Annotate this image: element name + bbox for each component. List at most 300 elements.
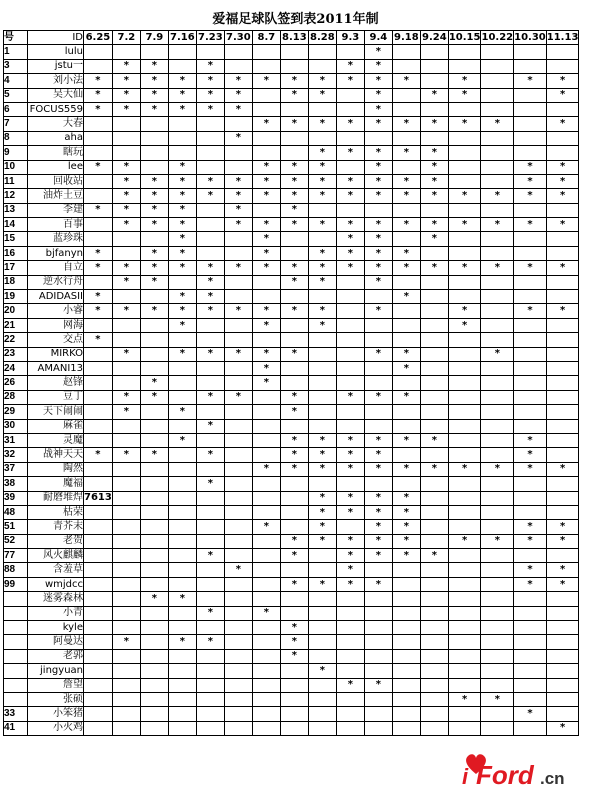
attendance-empty bbox=[196, 563, 224, 577]
attendance-mark: * bbox=[364, 45, 392, 59]
header-row bbox=[4, 31, 579, 45]
attendance-mark: * bbox=[168, 88, 196, 102]
attendance-mark: * bbox=[336, 549, 364, 563]
date-header: 7.9 bbox=[140, 31, 168, 45]
attendance-empty bbox=[168, 621, 196, 635]
attendance-empty bbox=[196, 160, 224, 174]
member-number bbox=[4, 678, 28, 692]
table-row bbox=[4, 131, 579, 145]
table-row bbox=[4, 304, 579, 318]
attendance-empty bbox=[481, 678, 514, 692]
attendance-empty bbox=[514, 347, 547, 361]
member-name: 网海 bbox=[28, 318, 84, 332]
table-row bbox=[4, 707, 579, 721]
attendance-mark: * bbox=[308, 174, 336, 188]
table-row bbox=[4, 361, 579, 375]
member-name: 刘小法 bbox=[28, 74, 84, 88]
attendance-empty bbox=[481, 246, 514, 260]
attendance-empty bbox=[84, 146, 113, 160]
attendance-empty bbox=[140, 563, 168, 577]
member-name: 张硕 bbox=[28, 692, 84, 706]
member-name: 油炸土豆 bbox=[28, 189, 84, 203]
attendance-empty bbox=[364, 361, 392, 375]
attendance-empty bbox=[514, 246, 547, 260]
attendance-mark: * bbox=[308, 577, 336, 591]
attendance-empty bbox=[392, 203, 420, 217]
attendance-empty bbox=[448, 649, 481, 663]
attendance-empty bbox=[336, 707, 364, 721]
attendance-empty bbox=[392, 721, 420, 735]
attendance-empty bbox=[224, 333, 252, 347]
attendance-empty bbox=[514, 290, 547, 304]
attendance-empty bbox=[546, 333, 579, 347]
attendance-empty bbox=[392, 707, 420, 721]
attendance-mark: * bbox=[364, 304, 392, 318]
attendance-empty bbox=[196, 462, 224, 476]
attendance-empty bbox=[252, 477, 280, 491]
attendance-empty bbox=[481, 146, 514, 160]
attendance-mark: * bbox=[364, 146, 392, 160]
attendance-empty bbox=[364, 376, 392, 390]
member-name: 耐磨堆焊 bbox=[28, 491, 84, 505]
attendance-empty bbox=[84, 635, 113, 649]
attendance-empty bbox=[481, 707, 514, 721]
attendance-mark: * bbox=[252, 520, 280, 534]
attendance-mark: * bbox=[364, 275, 392, 289]
attendance-mark: * bbox=[420, 549, 448, 563]
attendance-empty bbox=[336, 131, 364, 145]
attendance-empty bbox=[546, 549, 579, 563]
attendance-empty bbox=[168, 520, 196, 534]
attendance-empty bbox=[514, 376, 547, 390]
attendance-empty bbox=[252, 290, 280, 304]
attendance-mark: * bbox=[252, 189, 280, 203]
member-number: 1 bbox=[4, 45, 28, 59]
attendance-mark: * bbox=[280, 275, 308, 289]
attendance-empty bbox=[448, 203, 481, 217]
attendance-empty bbox=[514, 664, 547, 678]
attendance-empty bbox=[336, 45, 364, 59]
attendance-empty bbox=[84, 376, 113, 390]
attendance-empty bbox=[336, 635, 364, 649]
attendance-empty bbox=[84, 232, 113, 246]
attendance-empty bbox=[364, 649, 392, 663]
attendance-empty bbox=[168, 549, 196, 563]
attendance-empty bbox=[112, 563, 140, 577]
attendance-empty bbox=[252, 692, 280, 706]
attendance-empty bbox=[140, 433, 168, 447]
attendance-mark: * bbox=[112, 189, 140, 203]
attendance-empty bbox=[224, 419, 252, 433]
attendance-mark: * bbox=[336, 433, 364, 447]
attendance-empty bbox=[84, 347, 113, 361]
attendance-empty bbox=[448, 606, 481, 620]
attendance-empty bbox=[448, 160, 481, 174]
attendance-empty bbox=[140, 232, 168, 246]
attendance-mark: * bbox=[280, 304, 308, 318]
attendance-empty bbox=[481, 232, 514, 246]
table-row bbox=[4, 563, 579, 577]
attendance-empty bbox=[280, 721, 308, 735]
attendance-mark: * bbox=[514, 74, 547, 88]
attendance-empty bbox=[196, 692, 224, 706]
attendance-empty bbox=[224, 160, 252, 174]
attendance-empty bbox=[196, 232, 224, 246]
member-name: FOCUS559 bbox=[28, 102, 84, 116]
attendance-empty bbox=[280, 361, 308, 375]
attendance-empty bbox=[196, 117, 224, 131]
attendance-empty bbox=[448, 721, 481, 735]
attendance-empty bbox=[481, 664, 514, 678]
attendance-mark: * bbox=[280, 88, 308, 102]
attendance-empty bbox=[481, 491, 514, 505]
attendance-mark: * bbox=[514, 577, 547, 591]
attendance-empty bbox=[140, 462, 168, 476]
attendance-empty bbox=[481, 160, 514, 174]
attendance-mark: * bbox=[392, 534, 420, 548]
attendance-empty bbox=[481, 203, 514, 217]
attendance-empty bbox=[448, 549, 481, 563]
attendance-empty bbox=[224, 318, 252, 332]
attendance-empty bbox=[140, 678, 168, 692]
attendance-mark: * bbox=[196, 606, 224, 620]
attendance-empty bbox=[448, 678, 481, 692]
attendance-empty bbox=[252, 203, 280, 217]
attendance-empty bbox=[84, 390, 113, 404]
attendance-empty bbox=[196, 433, 224, 447]
attendance-mark: * bbox=[420, 146, 448, 160]
attendance-empty bbox=[420, 203, 448, 217]
attendance-empty bbox=[308, 131, 336, 145]
attendance-empty bbox=[84, 721, 113, 735]
attendance-mark: * bbox=[392, 462, 420, 476]
attendance-empty bbox=[514, 549, 547, 563]
member-name: aha bbox=[28, 131, 84, 145]
attendance-mark: * bbox=[308, 534, 336, 548]
attendance-mark: * bbox=[280, 117, 308, 131]
attendance-empty bbox=[514, 361, 547, 375]
attendance-mark: * bbox=[224, 189, 252, 203]
attendance-mark: * bbox=[112, 304, 140, 318]
attendance-empty bbox=[140, 361, 168, 375]
attendance-empty bbox=[546, 246, 579, 260]
member-name: 回收站 bbox=[28, 174, 84, 188]
attendance-empty bbox=[112, 549, 140, 563]
attendance-mark: * bbox=[514, 520, 547, 534]
attendance-mark: * bbox=[546, 577, 579, 591]
attendance-empty bbox=[392, 649, 420, 663]
attendance-empty bbox=[224, 45, 252, 59]
attendance-mark: * bbox=[364, 462, 392, 476]
attendance-empty bbox=[84, 692, 113, 706]
attendance-mark: * bbox=[140, 261, 168, 275]
attendance-empty bbox=[112, 146, 140, 160]
attendance-mark: * bbox=[112, 390, 140, 404]
attendance-empty bbox=[392, 333, 420, 347]
attendance-empty bbox=[140, 649, 168, 663]
attendance-empty bbox=[196, 678, 224, 692]
attendance-mark: * bbox=[448, 218, 481, 232]
attendance-empty bbox=[84, 405, 113, 419]
table-row bbox=[4, 606, 579, 620]
attendance-empty bbox=[252, 419, 280, 433]
member-name: 小笨猪 bbox=[28, 707, 84, 721]
member-number: 24 bbox=[4, 361, 28, 375]
attendance-mark: * bbox=[168, 174, 196, 188]
attendance-mark: * bbox=[168, 74, 196, 88]
attendance-empty bbox=[392, 577, 420, 591]
attendance-empty bbox=[252, 649, 280, 663]
attendance-empty bbox=[308, 635, 336, 649]
attendance-mark: * bbox=[448, 304, 481, 318]
attendance-mark: * bbox=[252, 74, 280, 88]
member-name: wmjdcc bbox=[28, 577, 84, 591]
attendance-empty bbox=[481, 721, 514, 735]
attendance-empty bbox=[420, 390, 448, 404]
attendance-mark: * bbox=[420, 117, 448, 131]
member-number bbox=[4, 664, 28, 678]
attendance-empty bbox=[546, 448, 579, 462]
attendance-empty bbox=[224, 376, 252, 390]
attendance-empty bbox=[546, 232, 579, 246]
attendance-empty bbox=[336, 318, 364, 332]
attendance-mark: * bbox=[84, 160, 113, 174]
attendance-mark: * bbox=[168, 318, 196, 332]
attendance-mark: * bbox=[280, 174, 308, 188]
attendance-empty bbox=[252, 707, 280, 721]
attendance-empty bbox=[112, 491, 140, 505]
attendance-mark: * bbox=[224, 347, 252, 361]
attendance-empty bbox=[336, 721, 364, 735]
attendance-empty bbox=[420, 520, 448, 534]
table-row bbox=[4, 649, 579, 663]
attendance-empty bbox=[196, 405, 224, 419]
attendance-empty bbox=[392, 376, 420, 390]
attendance-empty bbox=[112, 45, 140, 59]
attendance-empty bbox=[546, 505, 579, 519]
table-row bbox=[4, 189, 579, 203]
date-header: 7.30 bbox=[224, 31, 252, 45]
attendance-mark: * bbox=[392, 549, 420, 563]
attendance-empty bbox=[481, 45, 514, 59]
attendance-mark: * bbox=[420, 218, 448, 232]
attendance-empty bbox=[364, 290, 392, 304]
attendance-mark: * bbox=[308, 261, 336, 275]
logo-cn: .cn bbox=[540, 769, 565, 788]
attendance-mark: * bbox=[84, 203, 113, 217]
attendance-empty bbox=[84, 534, 113, 548]
attendance-mark: * bbox=[84, 304, 113, 318]
member-number: 38 bbox=[4, 477, 28, 491]
attendance-empty bbox=[448, 390, 481, 404]
attendance-mark: * bbox=[140, 592, 168, 606]
attendance-mark: * bbox=[336, 462, 364, 476]
attendance-empty bbox=[364, 621, 392, 635]
attendance-empty bbox=[336, 347, 364, 361]
attendance-empty bbox=[546, 318, 579, 332]
member-number: 32 bbox=[4, 448, 28, 462]
attendance-mark: * bbox=[546, 74, 579, 88]
attendance-empty bbox=[140, 664, 168, 678]
attendance-empty bbox=[196, 318, 224, 332]
attendance-empty bbox=[140, 290, 168, 304]
attendance-empty bbox=[481, 520, 514, 534]
attendance-empty bbox=[140, 520, 168, 534]
attendance-empty bbox=[112, 477, 140, 491]
table-row bbox=[4, 203, 579, 217]
attendance-mark: * bbox=[196, 549, 224, 563]
attendance-empty bbox=[308, 347, 336, 361]
attendance-mark: * bbox=[514, 448, 547, 462]
member-name: 李建 bbox=[28, 203, 84, 217]
attendance-empty bbox=[336, 692, 364, 706]
member-name: 瞎玩 bbox=[28, 146, 84, 160]
attendance-empty bbox=[420, 477, 448, 491]
attendance-mark: * bbox=[481, 261, 514, 275]
attendance-empty bbox=[84, 59, 113, 73]
attendance-empty bbox=[196, 534, 224, 548]
attendance-mark: * bbox=[112, 102, 140, 116]
attendance-empty bbox=[514, 635, 547, 649]
attendance-empty bbox=[252, 131, 280, 145]
attendance-empty bbox=[224, 520, 252, 534]
attendance-empty bbox=[420, 131, 448, 145]
attendance-mark: * bbox=[140, 246, 168, 260]
attendance-empty bbox=[112, 419, 140, 433]
attendance-empty bbox=[336, 275, 364, 289]
attendance-empty bbox=[308, 563, 336, 577]
attendance-empty bbox=[224, 117, 252, 131]
attendance-empty bbox=[336, 203, 364, 217]
attendance-mark: * bbox=[168, 592, 196, 606]
attendance-mark: * bbox=[546, 520, 579, 534]
attendance-empty bbox=[481, 131, 514, 145]
attendance-mark: * bbox=[224, 102, 252, 116]
attendance-empty bbox=[481, 649, 514, 663]
attendance-mark: * bbox=[448, 88, 481, 102]
member-number bbox=[4, 635, 28, 649]
attendance-empty bbox=[336, 333, 364, 347]
attendance-mark: * bbox=[252, 376, 280, 390]
attendance-empty bbox=[112, 462, 140, 476]
attendance-empty bbox=[308, 606, 336, 620]
attendance-empty bbox=[514, 405, 547, 419]
attendance-empty bbox=[392, 102, 420, 116]
attendance-mark: * bbox=[224, 563, 252, 577]
attendance-empty bbox=[168, 534, 196, 548]
table-row bbox=[4, 664, 579, 678]
attendance-empty bbox=[392, 232, 420, 246]
attendance-mark: * bbox=[364, 261, 392, 275]
member-name: MIRKO bbox=[28, 347, 84, 361]
attendance-empty bbox=[481, 376, 514, 390]
attendance-mark: * bbox=[364, 534, 392, 548]
date-header: 7.2 bbox=[112, 31, 140, 45]
member-number: 21 bbox=[4, 318, 28, 332]
attendance-mark: * bbox=[168, 635, 196, 649]
attendance-empty bbox=[392, 664, 420, 678]
attendance-empty bbox=[420, 318, 448, 332]
attendance-empty bbox=[252, 563, 280, 577]
attendance-mark: * bbox=[336, 117, 364, 131]
attendance-empty bbox=[364, 333, 392, 347]
attendance-empty bbox=[420, 74, 448, 88]
attendance-empty bbox=[84, 563, 113, 577]
attendance-empty bbox=[481, 290, 514, 304]
attendance-mark: * bbox=[420, 160, 448, 174]
member-number: 23 bbox=[4, 347, 28, 361]
attendance-mark: * bbox=[224, 390, 252, 404]
attendance-mark: * bbox=[546, 304, 579, 318]
attendance-empty bbox=[546, 102, 579, 116]
attendance-empty bbox=[280, 477, 308, 491]
attendance-mark: * bbox=[112, 448, 140, 462]
attendance-mark: * bbox=[308, 318, 336, 332]
attendance-empty bbox=[140, 405, 168, 419]
attendance-empty bbox=[364, 563, 392, 577]
attendance-mark: * bbox=[364, 59, 392, 73]
attendance-empty bbox=[392, 606, 420, 620]
attendance-empty bbox=[252, 390, 280, 404]
attendance-empty bbox=[420, 376, 448, 390]
member-name: 老贺 bbox=[28, 534, 84, 548]
attendance-mark: * bbox=[546, 88, 579, 102]
attendance-mark: * bbox=[84, 102, 113, 116]
attendance-empty bbox=[481, 549, 514, 563]
attendance-mark: * bbox=[112, 275, 140, 289]
attendance-empty bbox=[224, 707, 252, 721]
attendance-mark: * bbox=[196, 304, 224, 318]
attendance-empty bbox=[308, 477, 336, 491]
attendance-empty bbox=[336, 649, 364, 663]
attendance-mark: * bbox=[252, 318, 280, 332]
member-name: 迷雾森林 bbox=[28, 592, 84, 606]
table-row bbox=[4, 347, 579, 361]
member-name: 小青 bbox=[28, 606, 84, 620]
member-number: 52 bbox=[4, 534, 28, 548]
attendance-mark: * bbox=[252, 232, 280, 246]
attendance-empty bbox=[420, 678, 448, 692]
attendance-empty bbox=[514, 88, 547, 102]
attendance-empty bbox=[308, 102, 336, 116]
attendance-empty bbox=[196, 45, 224, 59]
attendance-empty bbox=[196, 131, 224, 145]
attendance-empty bbox=[481, 635, 514, 649]
attendance-mark: * bbox=[308, 74, 336, 88]
attendance-empty bbox=[84, 433, 113, 447]
attendance-empty bbox=[481, 433, 514, 447]
attendance-mark: * bbox=[392, 390, 420, 404]
member-name: 逆水行舟 bbox=[28, 275, 84, 289]
attendance-mark: * bbox=[364, 232, 392, 246]
attendance-empty bbox=[112, 131, 140, 145]
attendance-mark: * bbox=[168, 218, 196, 232]
attendance-mark: * bbox=[196, 174, 224, 188]
attendance-empty bbox=[481, 419, 514, 433]
attendance-mark: * bbox=[84, 246, 113, 260]
attendance-empty bbox=[546, 707, 579, 721]
attendance-mark: * bbox=[280, 347, 308, 361]
attendance-mark: * bbox=[392, 146, 420, 160]
attendance-empty bbox=[448, 433, 481, 447]
attendance-empty bbox=[392, 405, 420, 419]
attendance-empty bbox=[84, 462, 113, 476]
attendance-empty bbox=[196, 649, 224, 663]
attendance-empty bbox=[514, 390, 547, 404]
member-number bbox=[4, 592, 28, 606]
attendance-mark: * bbox=[336, 577, 364, 591]
attendance-empty bbox=[448, 621, 481, 635]
